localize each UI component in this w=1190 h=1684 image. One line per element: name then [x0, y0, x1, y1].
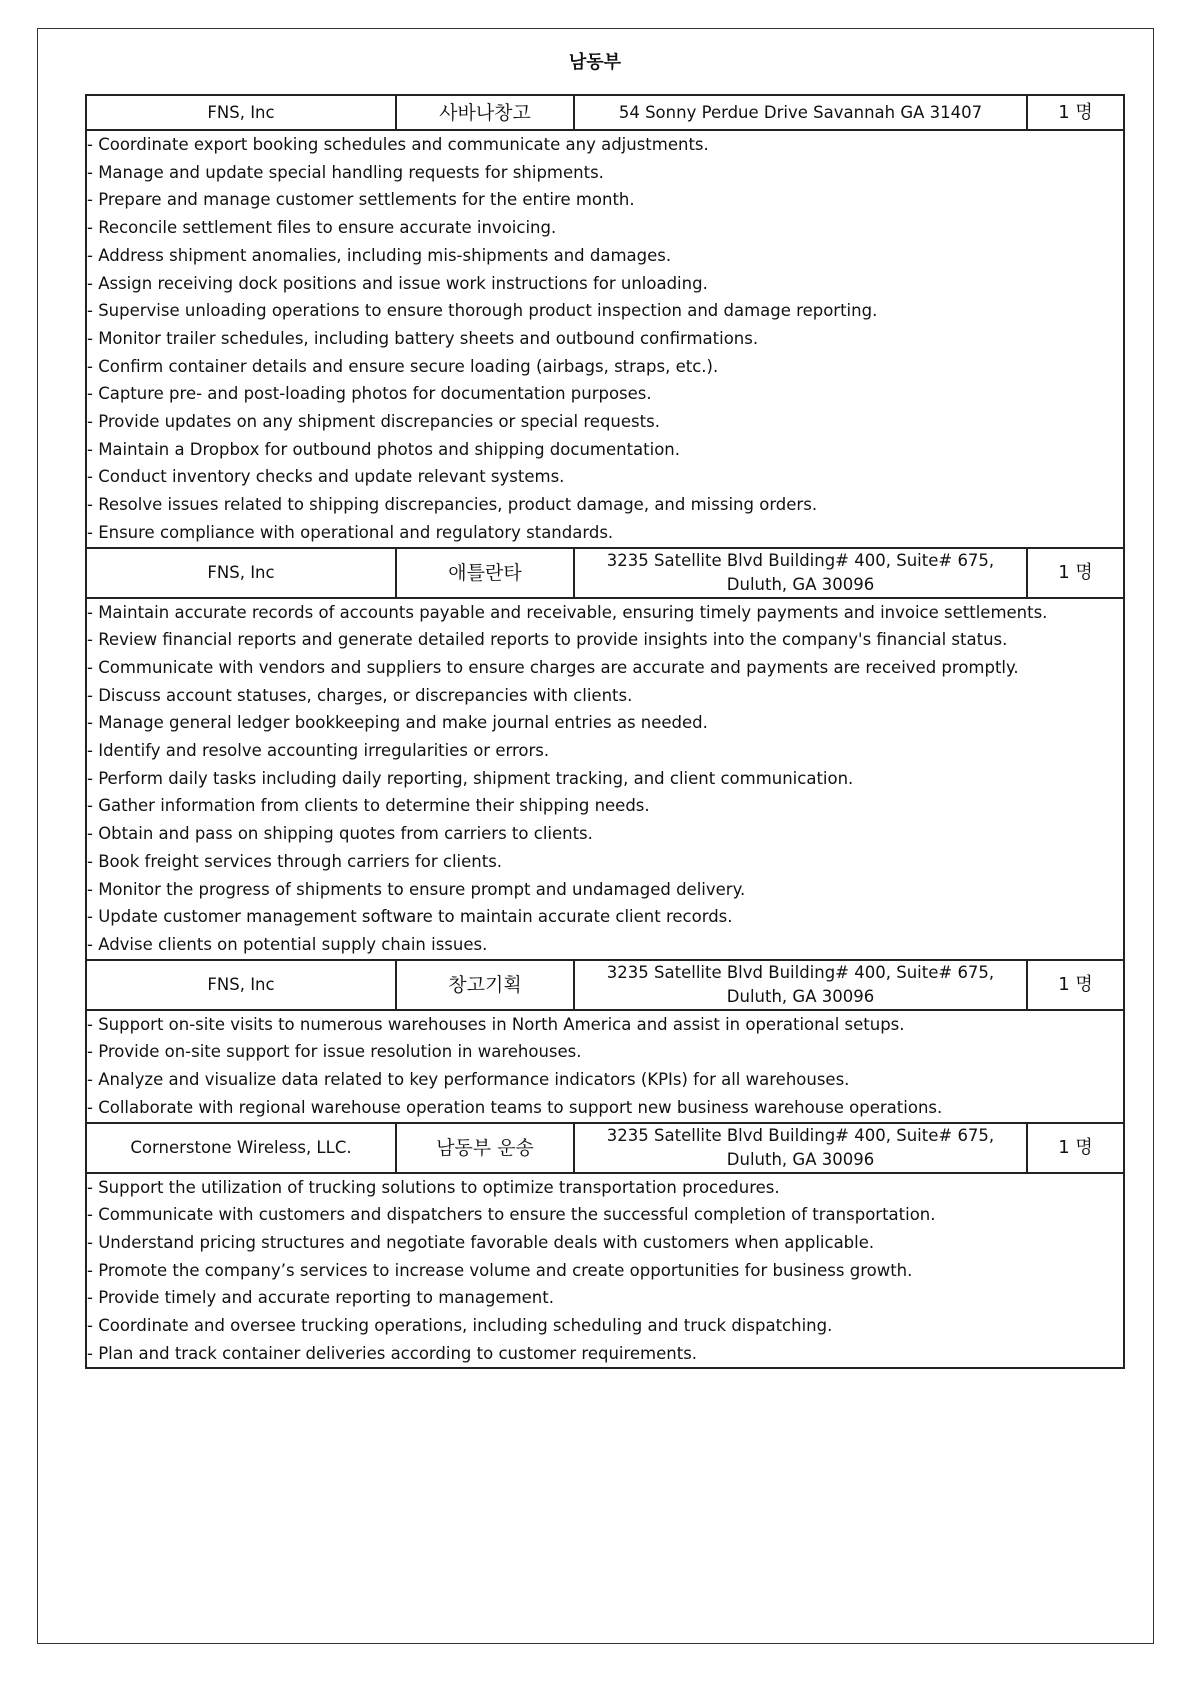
duty-item: - Maintain accurate records of accounts payable and receivable, ensuring timely payments and invoice settlements. [87, 602, 1048, 622]
duty-item: - Communicate with customers and dispatchers to ensure the successful completion of transportation. [87, 1205, 936, 1225]
duty-list [86, 598, 1124, 960]
job-duties-row [86, 130, 1124, 548]
duty-item: - Capture pre- and post-loading photos for documentation purposes. [87, 384, 652, 404]
duty-item: - Conduct inventory checks and update relevant systems. [87, 467, 565, 487]
work-address [574, 960, 1027, 1010]
duty-item: - Obtain and pass on shipping quotes from carriers to clients. [87, 824, 593, 844]
address-line: 3235 Satellite Blvd Building# 400, Suite# 675, [606, 1125, 995, 1145]
duty-item: - Address shipment anomalies, including mis-shipments and damages. [87, 245, 672, 265]
duty-item: - Coordinate and oversee trucking operations, including scheduling and truck dispatching. [87, 1316, 833, 1336]
address-line: Duluth, GA 30096 [726, 986, 875, 1006]
duty-item: - Update customer management software to maintain accurate client records. [87, 907, 733, 927]
job-duties-row [86, 598, 1124, 960]
company-name: FNS, Inc [86, 960, 396, 1010]
position-name: 애틀란타 [396, 548, 574, 598]
duty-item: - Analyze and visualize data related to key performance indicators (KPIs) for all warehouses. [87, 1070, 850, 1090]
duty-item: - Support on-site visits to numerous warehouses in North America and assist in operational setups. [87, 1014, 905, 1034]
company-name: FNS, Inc [86, 548, 396, 598]
duty-item: - Resolve issues related to shipping discrepancies, product damage, and missing orders. [87, 495, 818, 515]
duty-item: - Prepare and manage customer settlements for the entire month. [87, 190, 635, 210]
duty-item: - Review financial reports and generate detailed reports to provide insights into the company's financial status. [87, 630, 1008, 650]
duty-item: - Plan and track container deliveries according to customer requirements. [87, 1343, 698, 1363]
company-name: Cornerstone Wireless, LLC. [86, 1123, 396, 1173]
headcount: 1 명 [1027, 1123, 1124, 1173]
job-header-row [86, 95, 1124, 130]
duty-item: - Monitor the progress of shipments to ensure prompt and undamaged delivery. [87, 879, 746, 899]
duty-item: - Advise clients on potential supply chain issues. [87, 934, 488, 954]
duty-list [86, 1010, 1124, 1123]
duty-item: - Confirm container details and ensure secure loading (airbags, straps, etc.). [87, 356, 719, 376]
duty-item: - Support the utilization of trucking solutions to optimize transportation procedures. [87, 1177, 780, 1197]
duty-list [86, 130, 1124, 548]
address-line: Duluth, GA 30096 [726, 574, 875, 594]
address-line: 3235 Satellite Blvd Building# 400, Suite# 675, [606, 962, 995, 982]
company-name: FNS, Inc [86, 95, 396, 130]
job-header-row [86, 548, 1124, 598]
duty-item: - Provide on-site support for issue resolution in warehouses. [87, 1042, 582, 1062]
duty-list [86, 1173, 1124, 1369]
address-line: 54 Sonny Perdue Drive Savannah GA 31407 [618, 102, 983, 122]
job-header-row [86, 1123, 1124, 1173]
work-address [574, 1123, 1027, 1173]
job-duties-row [86, 1010, 1124, 1123]
duty-item: - Promote the company’s services to increase volume and create opportunities for business growth. [87, 1260, 913, 1280]
position-name: 창고기획 [396, 960, 574, 1010]
work-address [574, 95, 1027, 130]
address-line: 3235 Satellite Blvd Building# 400, Suite# 675, [606, 550, 995, 570]
job-table [85, 94, 1125, 1369]
duty-item: - Manage and update special handling requests for shipments. [87, 162, 604, 182]
job-duties-row [86, 1173, 1124, 1369]
duty-item: - Ensure compliance with operational and regulatory standards. [87, 522, 614, 542]
duty-item: - Collaborate with regional warehouse operation teams to support new business warehouse operations. [87, 1097, 943, 1117]
duty-item: - Maintain a Dropbox for outbound photos and shipping documentation. [87, 439, 681, 459]
duty-item: - Gather information from clients to determine their shipping needs. [87, 796, 650, 816]
position-name: 사바나창고 [396, 95, 574, 130]
address-line: Duluth, GA 30096 [726, 1149, 875, 1169]
duty-item: - Discuss account statuses, charges, or discrepancies with clients. [87, 685, 633, 705]
duty-item: - Assign receiving dock positions and issue work instructions for unloading. [87, 273, 708, 293]
headcount: 1 명 [1027, 548, 1124, 598]
duty-item: - Supervise unloading operations to ensure thorough product inspection and damage reporting. [87, 301, 878, 321]
duty-item: - Reconcile settlement files to ensure accurate invoicing. [87, 218, 557, 238]
duty-item: - Understand pricing structures and negotiate favorable deals with customers when applicable. [87, 1232, 875, 1252]
position-name: 남동부 운송 [396, 1123, 574, 1173]
duty-item: - Identify and resolve accounting irregularities or errors. [87, 741, 550, 761]
duty-item: - Provide timely and accurate reporting to management. [87, 1288, 554, 1308]
headcount: 1 명 [1027, 960, 1124, 1010]
duty-item: - Perform daily tasks including daily reporting, shipment tracking, and client communication. [87, 768, 854, 788]
duty-item: - Manage general ledger bookkeeping and make journal entries as needed. [87, 713, 708, 733]
job-header-row [86, 960, 1124, 1010]
duty-item: - Provide updates on any shipment discrepancies or special requests. [87, 412, 660, 432]
duty-item: - Monitor trailer schedules, including battery sheets and outbound confirmations. [87, 328, 759, 348]
work-address [574, 548, 1027, 598]
duty-item: - Coordinate export booking schedules and communicate any adjustments. [87, 135, 709, 154]
headcount: 1 명 [1027, 95, 1124, 130]
page-title: 남동부 [568, 52, 622, 73]
duty-item: - Book freight services through carriers for clients. [87, 851, 503, 871]
duty-item: - Communicate with vendors and suppliers to ensure charges are accurate and payments are received promptly. [87, 657, 1019, 677]
